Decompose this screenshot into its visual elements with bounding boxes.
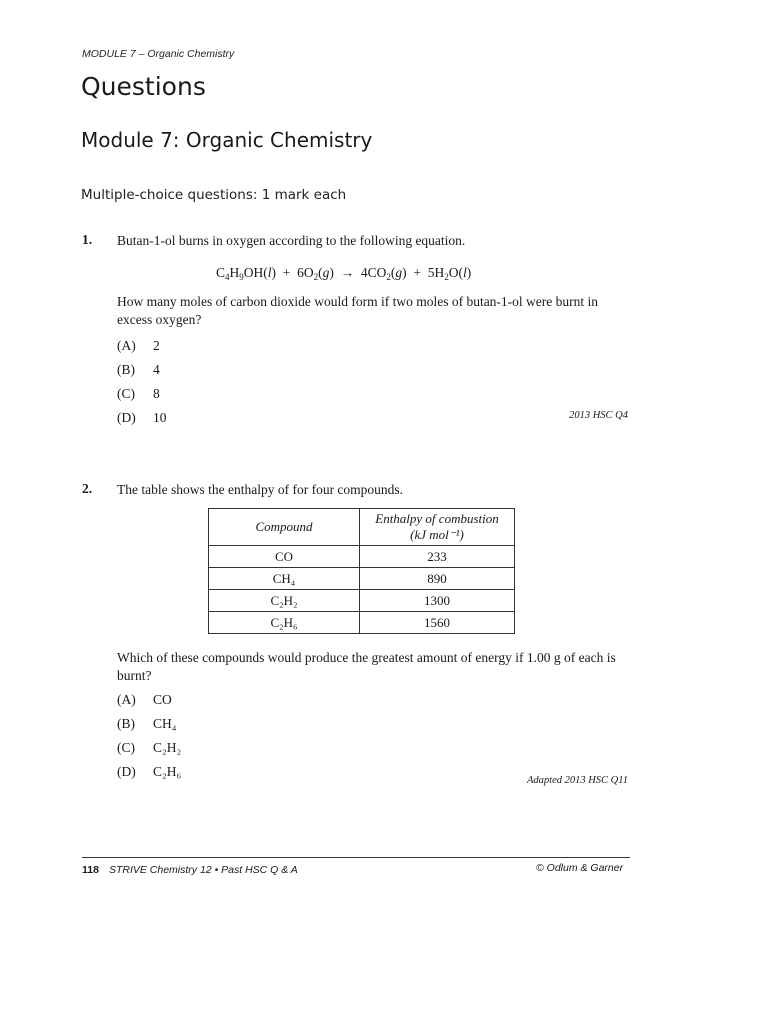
question-2-option-c	[117, 740, 181, 756]
option-label: (A)	[117, 338, 136, 353]
question-1-stem: Butan-1-ol burns in oxygen according to the following equation.	[117, 233, 466, 248]
question-2-stem: The table shows the enthalpy of for four compounds.	[117, 482, 404, 497]
page-title: Questions	[81, 72, 206, 101]
question-1-option-b	[117, 362, 160, 378]
table-cell-compound: C₂H₆	[209, 612, 360, 634]
option-text: 10	[153, 410, 167, 425]
option-label: (B)	[117, 362, 135, 377]
footer-divider	[82, 857, 630, 858]
table-cell-value: 1560	[360, 612, 515, 634]
table-cell-compound: CO	[209, 546, 360, 568]
question-1-text: How many moles of carbon dioxide would form if two moles of butan-1-ol were burnt in excess oxygen?	[117, 294, 599, 327]
question-1-source: 2013 HSC Q4	[569, 410, 628, 421]
table-row	[209, 612, 515, 634]
table-header-row	[209, 509, 515, 546]
footer-book-info	[82, 864, 298, 876]
option-text: CH₄	[153, 716, 177, 731]
question-1-option-a	[117, 338, 160, 354]
table-header-enthalpy	[360, 509, 515, 546]
table-cell-value: 1300	[360, 590, 515, 612]
option-label: (D)	[117, 410, 136, 425]
combustion-equation: $C_4H_9OH(l) + 6O_2(g) \to 4CO_2(g) + 5H_2O(l)$	[216, 265, 472, 282]
question-2-option-a	[117, 692, 172, 708]
option-label: (A)	[117, 692, 136, 707]
option-text: 8	[153, 386, 160, 401]
table-cell-compound: C₂H₂	[209, 590, 360, 612]
question-2-source: Adapted 2013 HSC Q11	[526, 775, 628, 786]
module-title: Module 7: Organic Chemistry	[81, 128, 373, 152]
option-text: 4	[153, 362, 160, 377]
table-row	[209, 546, 515, 568]
table-cell-value: 233	[360, 546, 515, 568]
page-number: 118	[82, 864, 99, 876]
section-heading: Multiple-choice questions: 1 mark each	[81, 187, 347, 203]
publisher-credit: © Odlum & Garner	[536, 862, 624, 874]
enthalpy-table	[208, 508, 515, 634]
option-text: CO	[153, 692, 172, 707]
option-text: C₂H₆	[153, 764, 182, 779]
table-row	[209, 568, 515, 590]
question-1-number: 1.	[82, 232, 93, 247]
question-1-option-c	[117, 386, 160, 402]
option-label: (C)	[117, 740, 135, 755]
table-header-enthalpy-line1: Enthalpy of combustion	[375, 511, 499, 526]
table-header-compound: Compound	[209, 509, 360, 546]
question-1-option-d	[117, 410, 167, 426]
running-head: MODULE 7 – Organic Chemistry	[82, 48, 235, 60]
option-text: 2	[153, 338, 160, 353]
table-header-enthalpy-units: (kJ mol⁻¹)	[410, 527, 464, 542]
option-text: C₂H₂	[153, 740, 182, 755]
question-2-option-b	[117, 716, 176, 732]
table-row	[209, 590, 515, 612]
table-cell-compound: CH₄	[209, 568, 360, 590]
question-2-text: Which of these compounds would produce the greatest amount of energy if 1.00 g of each is burnt?	[117, 650, 616, 683]
question-2-option-d	[117, 764, 181, 780]
table-cell-value: 890	[360, 568, 515, 590]
option-label: (D)	[117, 764, 136, 779]
book-title: STRIVE Chemistry 12 • Past HSC Q & A	[108, 864, 298, 876]
option-label: (C)	[117, 386, 135, 401]
question-2-number: 2.	[82, 481, 93, 496]
option-label: (B)	[117, 716, 135, 731]
